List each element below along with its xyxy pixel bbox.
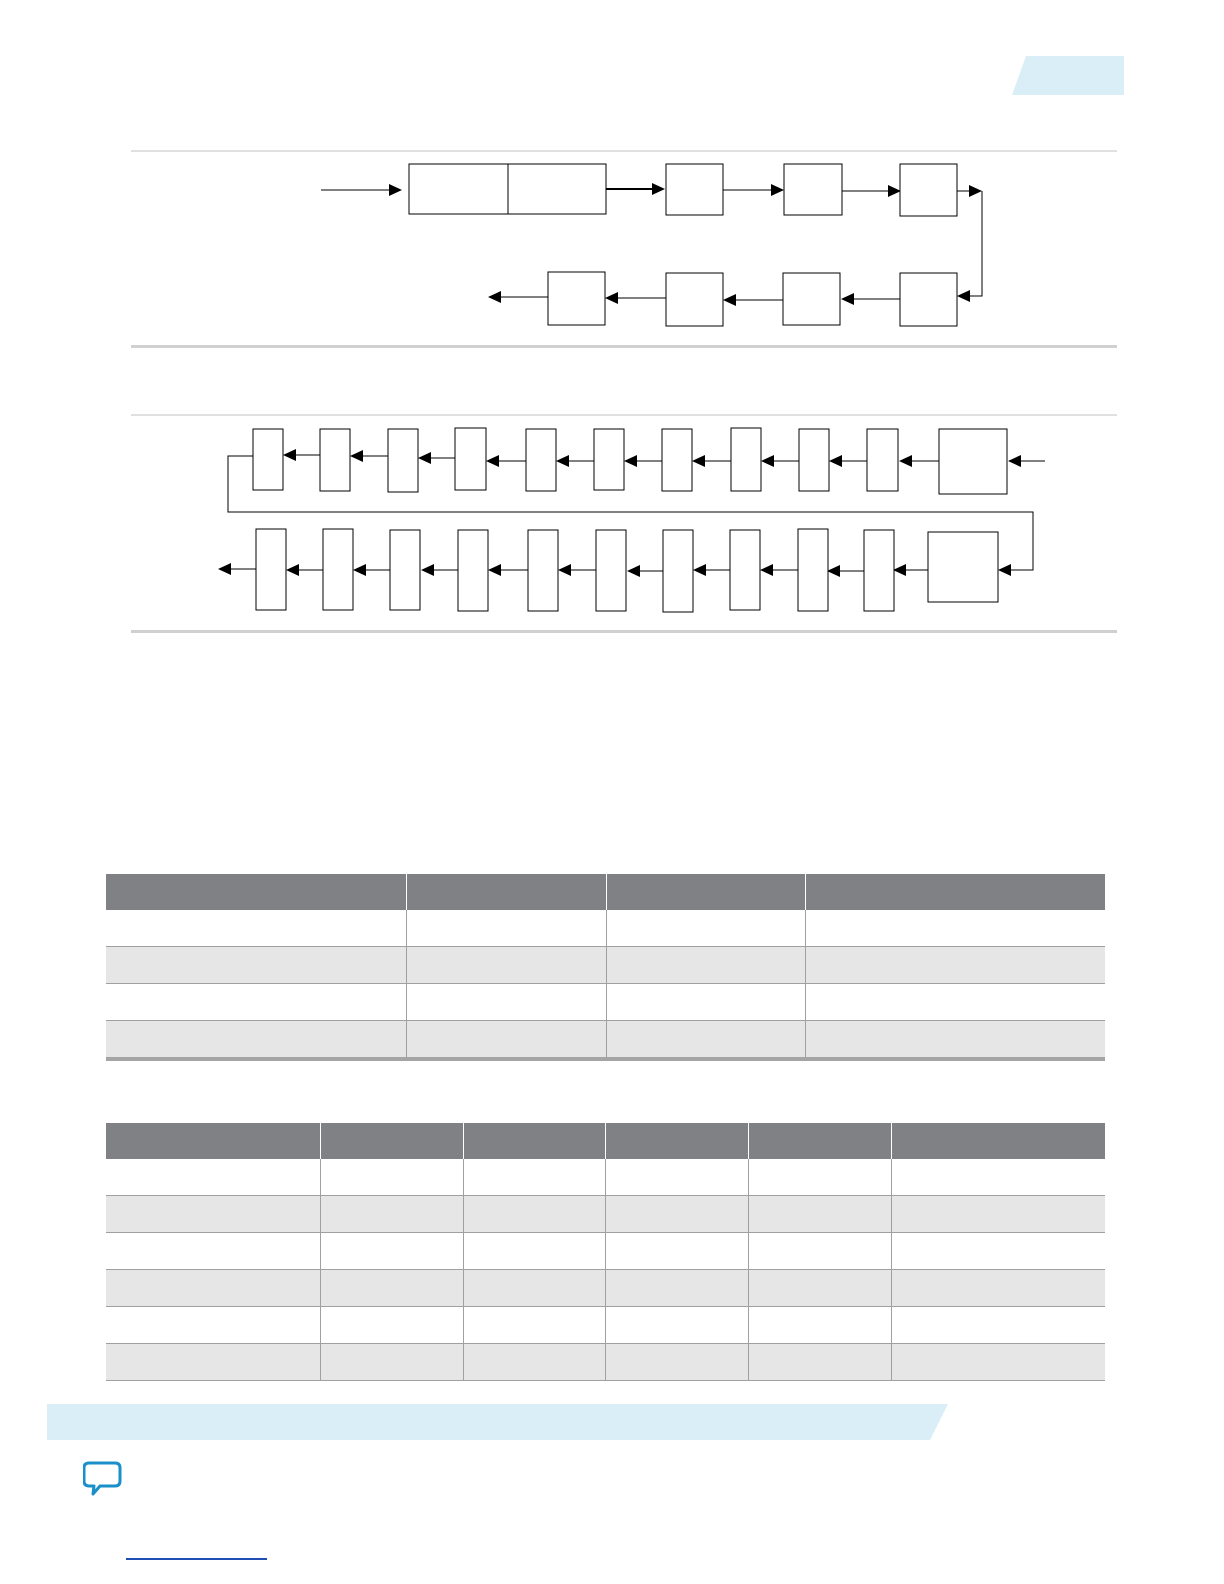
table-cell <box>106 1021 406 1058</box>
table-cell <box>748 1344 891 1381</box>
table-header-cell <box>748 1123 891 1159</box>
table-cell <box>748 1270 891 1307</box>
arrowhead <box>627 565 640 577</box>
bottom-stage <box>663 530 693 612</box>
arrowhead <box>421 564 434 576</box>
bottom-stage <box>390 530 420 610</box>
table-cell <box>463 1307 605 1344</box>
table-row <box>106 1196 1105 1233</box>
table-row <box>106 1344 1105 1381</box>
top-stage <box>867 429 898 491</box>
table-header-cell <box>406 874 606 910</box>
table-cell <box>606 910 805 947</box>
bottom-stage <box>730 530 760 610</box>
table-header-cell <box>106 1123 320 1159</box>
table-cell <box>605 1307 748 1344</box>
bottom-stage <box>458 530 488 611</box>
table-row <box>106 910 1105 947</box>
arrowhead <box>283 449 296 461</box>
bottom-stage <box>528 530 558 611</box>
table-cell <box>106 1233 320 1270</box>
top-stage <box>253 429 283 490</box>
table-cell <box>891 1270 1105 1307</box>
table-row <box>106 1270 1105 1307</box>
table-cell <box>406 1021 606 1058</box>
footer-link-underline[interactable] <box>126 1558 267 1560</box>
table-header-cell <box>605 1123 748 1159</box>
table-cell <box>320 1196 463 1233</box>
arrowhead <box>761 455 774 467</box>
arrowhead <box>829 455 842 467</box>
table-cell <box>106 1344 320 1381</box>
table-cell <box>891 1344 1105 1381</box>
table-row <box>106 984 1105 1021</box>
table-header-cell <box>463 1123 605 1159</box>
arrowhead <box>998 564 1011 576</box>
top-stage <box>320 429 350 491</box>
top-large-block <box>939 429 1007 494</box>
footer-band <box>47 1404 948 1440</box>
table-cell <box>406 910 606 947</box>
table-cell <box>748 1196 891 1233</box>
arrowhead <box>418 452 431 464</box>
table-cell <box>463 1344 605 1381</box>
table-1-bottom-rule <box>106 1057 1105 1061</box>
table-header-row <box>106 1123 1105 1159</box>
table-cell <box>106 984 406 1021</box>
top-stage <box>662 429 692 491</box>
arrowhead <box>558 564 571 576</box>
table-cell <box>320 1270 463 1307</box>
table-cell <box>320 1233 463 1270</box>
bottom-stage <box>864 530 894 611</box>
figure-2-pipeline-diagram <box>0 0 1224 640</box>
speech-bubble-icon[interactable] <box>83 1460 123 1503</box>
table-cell <box>463 1233 605 1270</box>
table-cell <box>463 1270 605 1307</box>
table-cell <box>106 1196 320 1233</box>
table-row <box>106 947 1105 984</box>
arrowhead <box>760 564 773 576</box>
table-row <box>106 1021 1105 1058</box>
arrowhead <box>486 455 499 467</box>
table-row <box>106 1159 1105 1196</box>
top-stage <box>455 428 486 490</box>
table-cell <box>805 947 1105 984</box>
bottom-large-block <box>928 532 998 602</box>
arrowhead <box>488 564 501 576</box>
table-cell <box>463 1159 605 1196</box>
table-2 <box>106 1123 1105 1381</box>
input-arrowhead <box>1008 455 1021 467</box>
bottom-stage <box>323 529 353 610</box>
table-cell <box>106 1159 320 1196</box>
table-cell <box>891 1159 1105 1196</box>
bottom-stage <box>256 529 286 610</box>
bottom-stage <box>596 530 626 611</box>
arrowhead <box>286 564 299 576</box>
table-cell <box>805 984 1105 1021</box>
table-row <box>106 1307 1105 1344</box>
table-cell <box>891 1307 1105 1344</box>
table-row <box>106 1233 1105 1270</box>
table-header-cell <box>606 874 805 910</box>
table-header-cell <box>805 874 1105 910</box>
arrowhead <box>353 564 366 576</box>
bottom-stage <box>798 529 828 611</box>
table-1 <box>106 874 1105 1058</box>
arrowhead <box>693 564 706 576</box>
table-cell <box>748 1233 891 1270</box>
top-stage <box>388 429 418 492</box>
table-cell <box>406 984 606 1021</box>
table-cell <box>606 947 805 984</box>
arrowhead <box>350 450 363 462</box>
arrowhead <box>692 455 705 467</box>
table-header-row <box>106 874 1105 910</box>
top-stage <box>594 429 624 490</box>
top-stage <box>526 429 556 491</box>
table-cell <box>320 1307 463 1344</box>
table-cell <box>605 1270 748 1307</box>
output-arrowhead <box>218 563 231 575</box>
top-stage <box>799 429 829 491</box>
arrowhead <box>893 564 906 576</box>
table-cell <box>320 1344 463 1381</box>
table-cell <box>606 1021 805 1058</box>
figure-2-bottom-rule <box>131 630 1117 633</box>
arrowhead <box>556 455 569 467</box>
table-cell <box>320 1159 463 1196</box>
table-cell <box>891 1196 1105 1233</box>
table-cell <box>805 1021 1105 1058</box>
table-cell <box>606 984 805 1021</box>
arrowhead <box>624 455 637 467</box>
table-cell <box>106 1307 320 1344</box>
table-cell <box>605 1196 748 1233</box>
table-cell <box>891 1233 1105 1270</box>
top-stage <box>731 428 761 491</box>
table-header-cell <box>320 1123 463 1159</box>
table-cell <box>463 1196 605 1233</box>
table-header-cell <box>106 874 406 910</box>
table-cell <box>406 947 606 984</box>
table-cell <box>106 947 406 984</box>
table-cell <box>748 1159 891 1196</box>
table-cell <box>106 1270 320 1307</box>
arrowhead <box>899 455 912 467</box>
table-header-cell <box>891 1123 1105 1159</box>
table-cell <box>605 1344 748 1381</box>
table-cell <box>748 1307 891 1344</box>
table-cell <box>605 1159 748 1196</box>
table-cell <box>605 1233 748 1270</box>
table-cell <box>106 910 406 947</box>
arrowhead <box>827 565 840 577</box>
table-cell <box>805 910 1105 947</box>
